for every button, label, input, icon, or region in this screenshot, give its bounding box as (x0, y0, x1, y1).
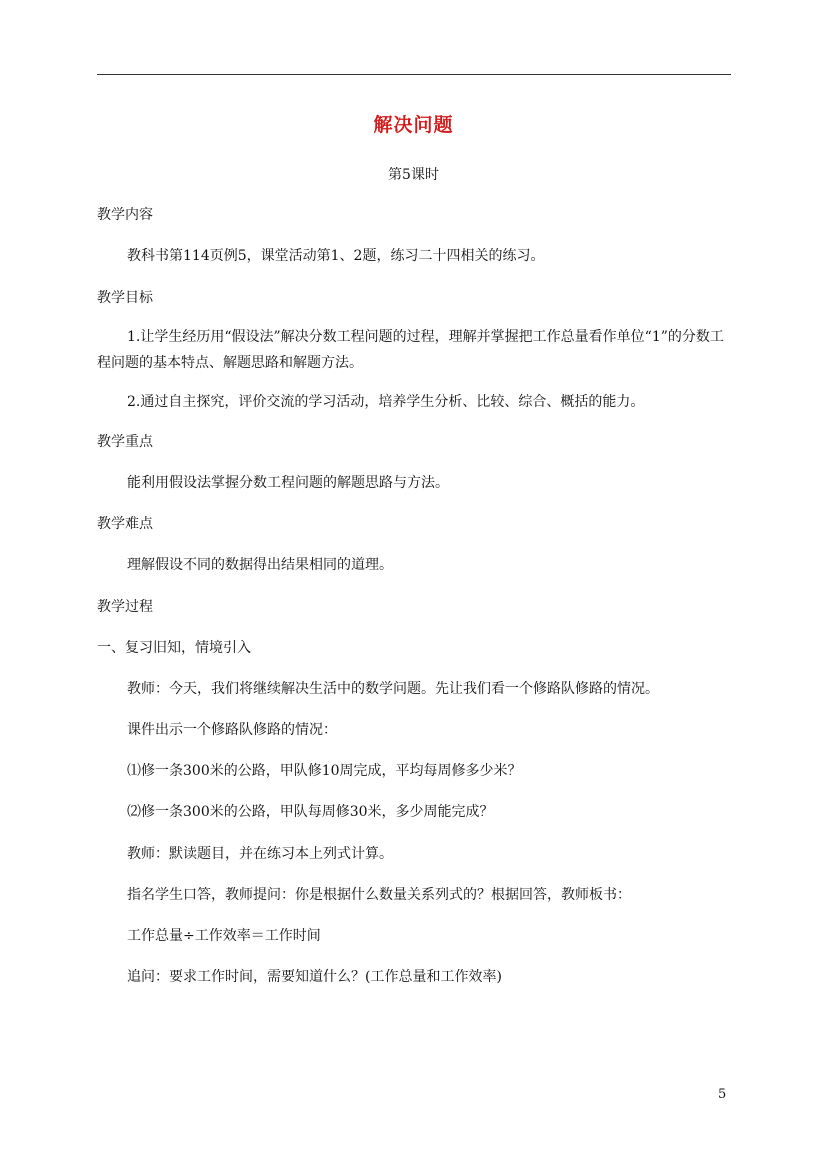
process-paragraph-6: 指名学生口答，教师提问：你是根据什么数量关系列式的？根据回答，教师板书： (127, 887, 631, 903)
process-paragraph-7: 工作总量÷工作效率＝工作时间 (127, 928, 321, 944)
difficulty-text: 理解假设不同的数据得出结果相同的道理。 (127, 557, 393, 573)
section-heading-difficulty: 教学难点 (97, 516, 153, 532)
header-rule (97, 74, 731, 75)
process-paragraph-5: 教师：默读题目，并在练习本上列式计算。 (127, 846, 393, 862)
process-paragraph-4: ⑵修一条300米的公路，甲队每周修30米，多少周能完成？ (127, 804, 494, 820)
section-heading-goals: 教学目标 (97, 290, 153, 306)
page-number: 5 (718, 1087, 727, 1102)
section-heading-key: 教学重点 (97, 434, 153, 450)
key-text: 能利用假设法掌握分数工程问题的解题思路与方法。 (127, 475, 449, 491)
content-text: 教科书第114页例5，课堂活动第1、2题，练习二十四相关的练习。 (127, 248, 545, 264)
step-1-heading: 一、复习旧知，情境引入 (97, 640, 251, 656)
process-paragraph-3: ⑴修一条300米的公路，甲队修10周完成，平均每周修多少米？ (127, 763, 522, 779)
process-paragraph-8: 追问：要求工作时间，需要知道什么？(工作总量和工作效率) (127, 969, 502, 985)
section-heading-content: 教学内容 (97, 207, 153, 223)
section-heading-process: 教学过程 (97, 599, 153, 615)
document-title: 解决问题 (373, 114, 454, 136)
goal-1-text: 1.让学生经历用“假设法”解决分数工程问题的过程，理解并掌握把工作总量看作单位“1”的分数工程问题的基本特点、解题思路和解题方法。 (97, 329, 724, 371)
process-paragraph-2: 课件出示一个修路队修路的情况： (127, 722, 337, 738)
process-paragraph-1: 教师：今天，我们将继续解决生活中的数学问题。先让我们看一个修路队修路的情况。 (127, 681, 659, 697)
lesson-subtitle: 第5课时 (388, 167, 439, 183)
goal-2-text: 2.通过自主探究，评价交流的学习活动，培养学生分析、比较、综合、概括的能力。 (127, 394, 645, 410)
